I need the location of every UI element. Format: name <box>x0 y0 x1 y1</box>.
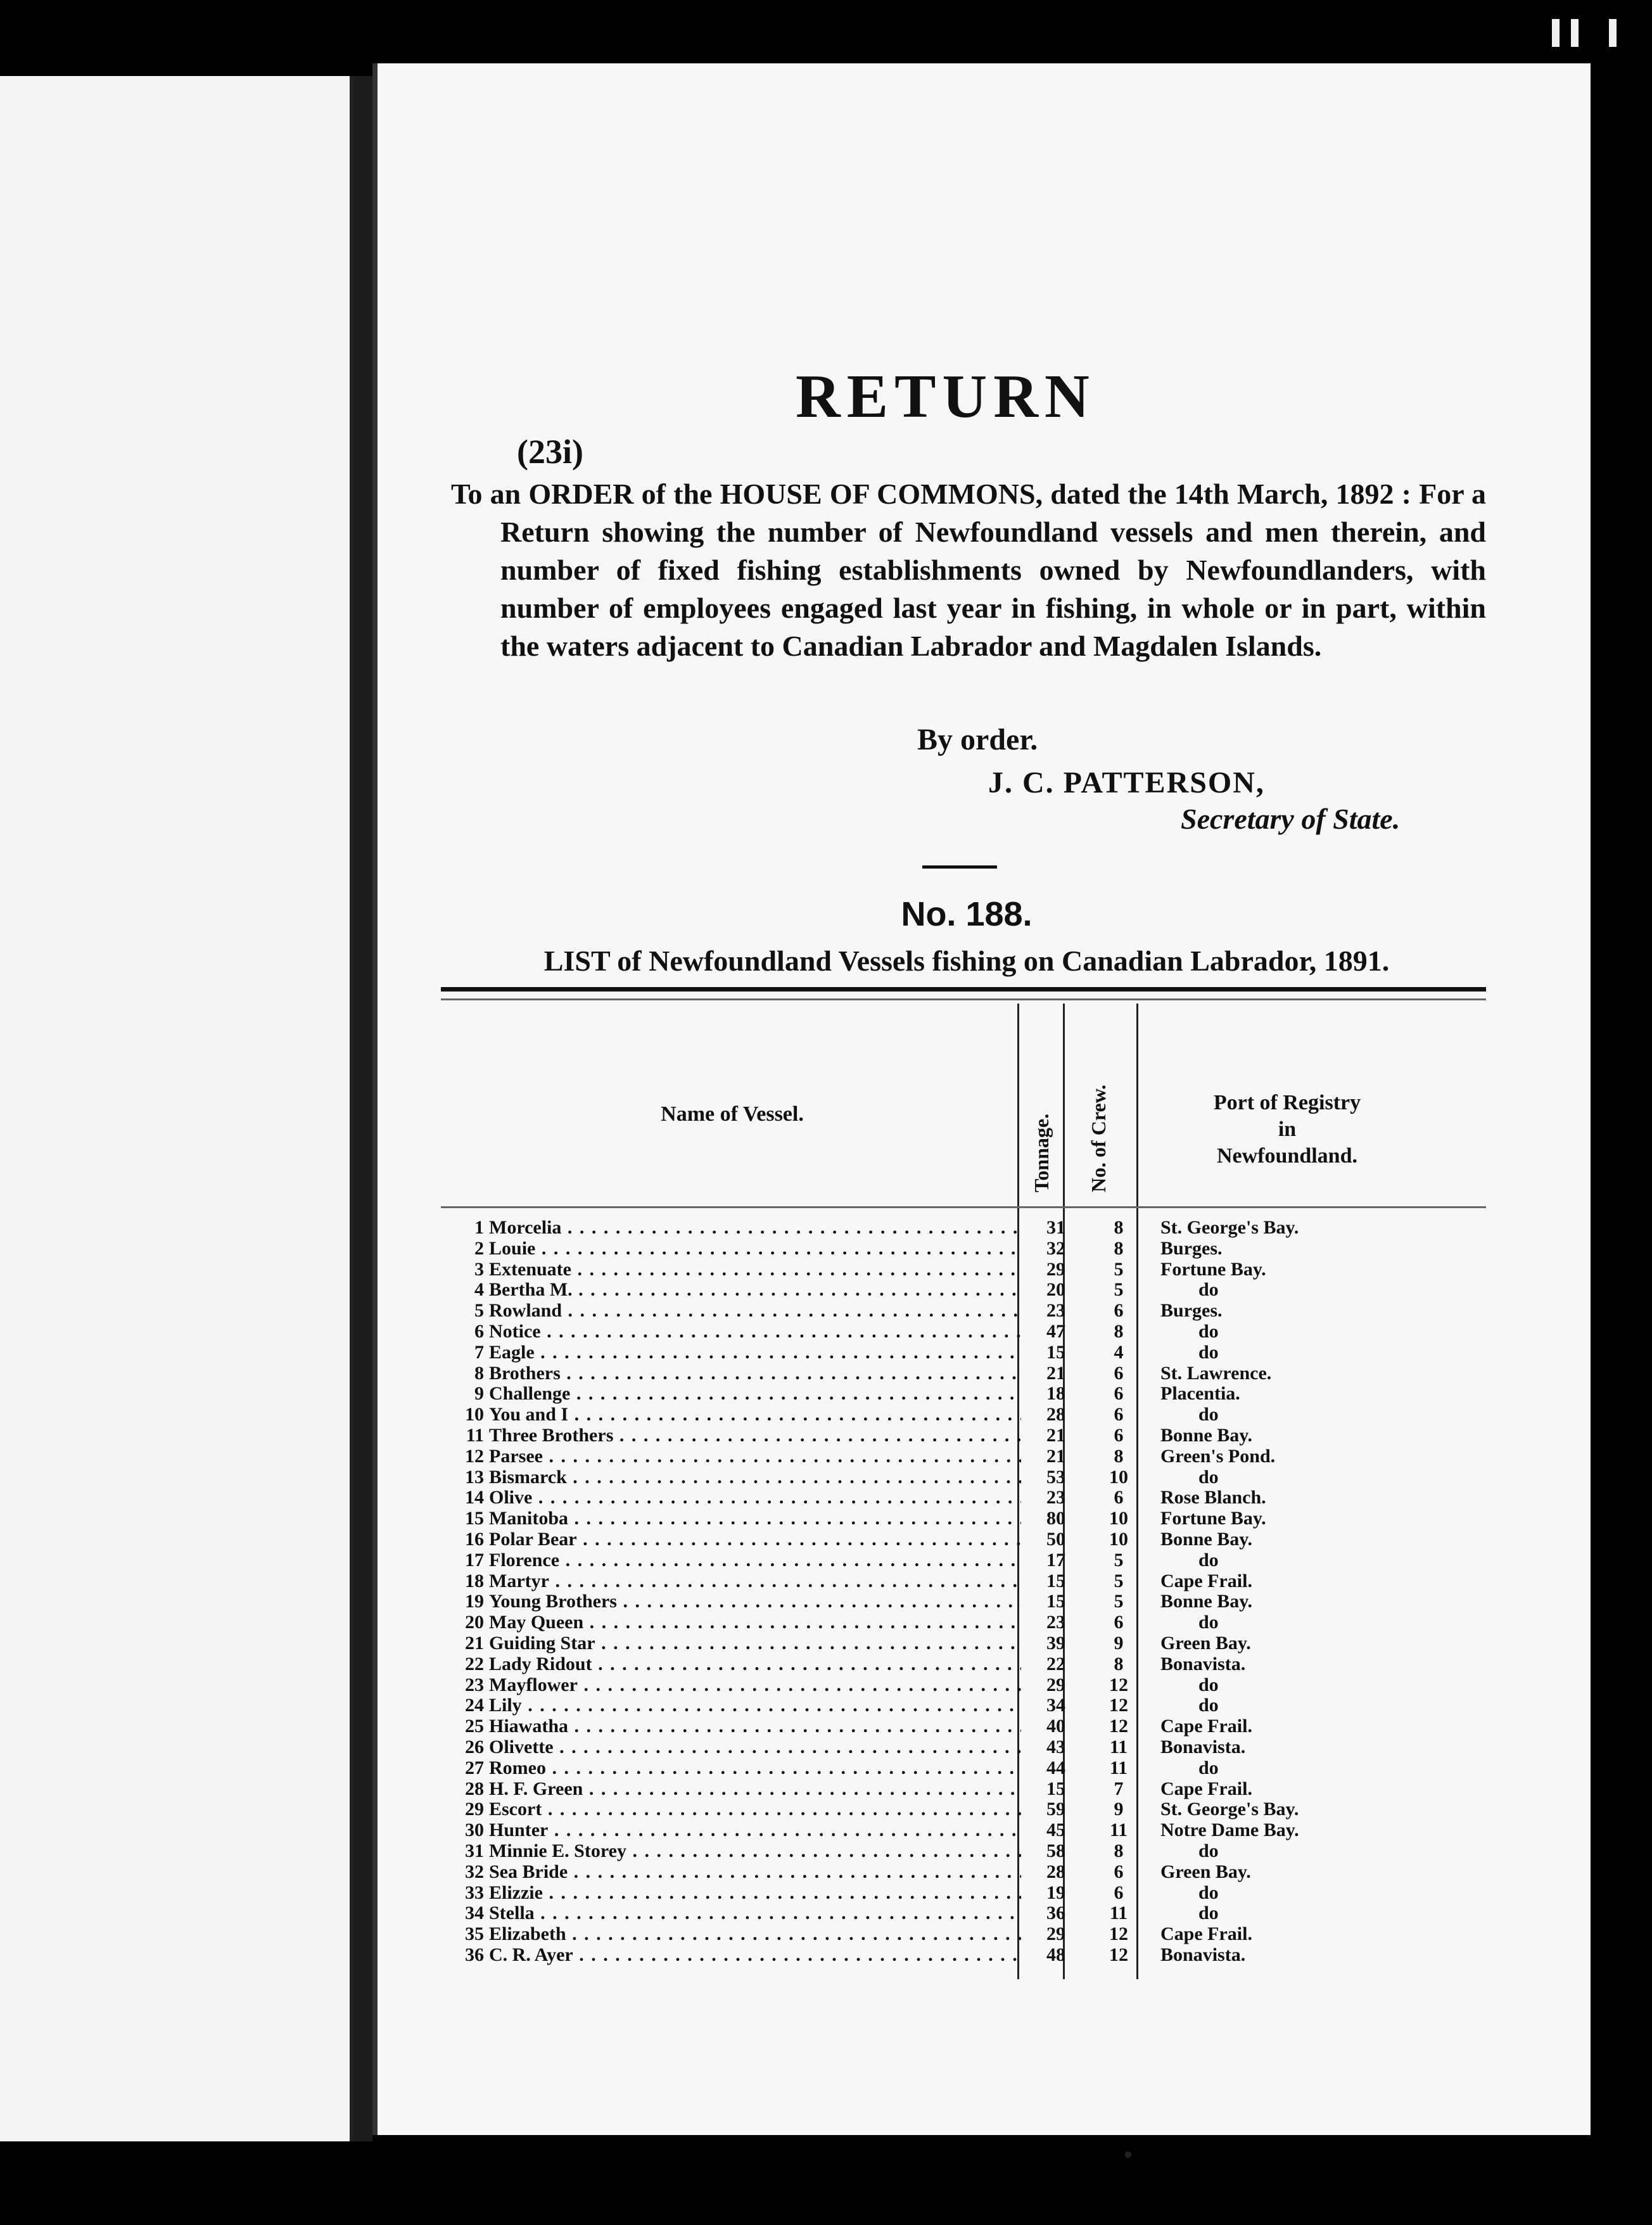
header-port-line2: in <box>1278 1118 1297 1141</box>
vessel-tonnage: 20 <box>1046 1279 1065 1301</box>
table-row <box>447 1591 1486 1612</box>
vessel-crew: 5 <box>1114 1549 1124 1571</box>
vessel-number: 16 <box>465 1528 484 1550</box>
vessel-port: Bonavista. <box>1160 1653 1246 1674</box>
table-row <box>447 1550 1486 1571</box>
table-row <box>447 1425 1486 1446</box>
vessel-name: Elizzie . . . <box>489 1883 1021 1904</box>
table-row <box>447 1488 1486 1508</box>
vessel-tonnage: 21 <box>1046 1362 1065 1384</box>
vessel-tonnage: 28 <box>1046 1861 1065 1882</box>
vessel-crew: 4 <box>1114 1341 1124 1363</box>
vessel-port: Cape Frail. <box>1160 1778 1252 1799</box>
vessel-number: 32 <box>465 1861 484 1882</box>
vessel-tonnage: 45 <box>1046 1820 1065 1841</box>
vessel-port: Fortune Bay. <box>1160 1258 1266 1280</box>
vessel-tonnage: 53 <box>1046 1466 1065 1488</box>
vessel-crew: 6 <box>1114 1362 1124 1384</box>
vessel-number: 23 <box>465 1674 484 1695</box>
vessel-port: do <box>1198 1695 1219 1716</box>
vessel-crew: 10 <box>1109 1466 1128 1488</box>
vessel-port: Burges. <box>1160 1237 1223 1259</box>
vessel-crew: 6 <box>1114 1383 1124 1405</box>
vessel-name: Polar Bear . . . <box>489 1529 1021 1550</box>
vessel-crew: 11 <box>1109 1736 1128 1757</box>
vessel-number: 17 <box>465 1549 484 1571</box>
vessel-port: Bonavista. <box>1160 1736 1246 1757</box>
vessel-tonnage: 21 <box>1046 1445 1065 1467</box>
vessel-name: C. R. Ayer . . . <box>489 1945 1021 1966</box>
table-row <box>447 1508 1486 1529</box>
table-row <box>447 1259 1486 1280</box>
vessel-port: do <box>1198 1757 1219 1778</box>
vessel-crew: 6 <box>1114 1861 1124 1882</box>
vessel-number: 26 <box>465 1736 484 1757</box>
vessel-crew: 6 <box>1114 1612 1124 1633</box>
section-divider <box>922 865 997 869</box>
vessel-number: 7 <box>474 1341 484 1363</box>
vessel-crew: 12 <box>1109 1695 1128 1716</box>
vessel-crew: 9 <box>1114 1632 1124 1654</box>
document-title: RETURN <box>796 362 1096 431</box>
vessel-number: 2 <box>474 1237 484 1259</box>
table-row <box>447 1737 1486 1758</box>
vessel-crew: 5 <box>1114 1279 1124 1301</box>
vessel-crew: 8 <box>1114 1445 1124 1467</box>
vessel-port: Cape Frail. <box>1160 1923 1252 1945</box>
vessel-port: Green Bay. <box>1160 1632 1251 1654</box>
vessel-name: Martyr . . . <box>489 1571 1021 1592</box>
vessel-crew: 11 <box>1109 1757 1128 1778</box>
table-row <box>447 1841 1486 1862</box>
vessel-tonnage: 58 <box>1046 1840 1065 1861</box>
vessel-number: 27 <box>465 1757 484 1778</box>
vessel-number: 31 <box>465 1840 484 1861</box>
vessel-name: May Queen . . . <box>489 1612 1021 1633</box>
vessel-tonnage: 23 <box>1046 1487 1065 1508</box>
table-row <box>447 1924 1486 1945</box>
vessel-tonnage: 50 <box>1046 1528 1065 1550</box>
vessel-crew: 10 <box>1109 1508 1128 1529</box>
vessel-port: Rose Blanch. <box>1160 1487 1266 1508</box>
vessel-crew: 5 <box>1114 1258 1124 1280</box>
vessel-tonnage: 31 <box>1046 1217 1065 1238</box>
table-row <box>447 1529 1486 1550</box>
vessel-tonnage: 29 <box>1046 1258 1065 1280</box>
vessel-port: do <box>1198 1840 1219 1861</box>
vessel-tonnage: 19 <box>1046 1882 1065 1903</box>
vessel-name: Elizabeth . . . <box>489 1924 1021 1945</box>
table-row <box>447 1571 1486 1592</box>
vessel-crew: 6 <box>1114 1882 1124 1903</box>
vessel-crew: 11 <box>1109 1820 1128 1841</box>
vessel-port: Cape Frail. <box>1160 1570 1252 1591</box>
vessel-number: 33 <box>465 1882 484 1903</box>
vessel-name: Three Brothers . . . <box>489 1425 1021 1446</box>
vessel-port: do <box>1198 1279 1219 1301</box>
table-row <box>447 1883 1486 1904</box>
vessel-name: Parsee . . . <box>489 1446 1021 1467</box>
scan-edge-mark <box>1571 19 1579 47</box>
header-port-line1: Port of Registry <box>1213 1091 1361 1114</box>
vessel-tonnage: 29 <box>1046 1923 1065 1945</box>
table-row <box>447 1633 1486 1654</box>
vessel-port: St. George's Bay. <box>1160 1217 1299 1238</box>
table-row <box>447 1446 1486 1467</box>
vessel-port: Placentia. <box>1160 1383 1240 1405</box>
vessel-number: 3 <box>474 1258 484 1280</box>
document-page <box>372 63 1591 2135</box>
table-row <box>447 1675 1486 1696</box>
vessel-tonnage: 15 <box>1046 1778 1065 1799</box>
vessel-name: Extenuate . . . <box>489 1259 1021 1280</box>
table-row <box>447 1820 1486 1841</box>
vessel-tonnage: 15 <box>1046 1570 1065 1591</box>
vessel-tonnage: 39 <box>1046 1632 1065 1654</box>
table-row <box>447 1322 1486 1342</box>
vessel-number: 5 <box>474 1300 484 1322</box>
vessel-port: St. George's Bay. <box>1160 1799 1299 1820</box>
vessel-number: 30 <box>465 1820 484 1841</box>
vessel-crew: 8 <box>1114 1653 1124 1674</box>
vessel-crew: 12 <box>1109 1716 1128 1737</box>
scan-edge-mark <box>1609 19 1617 47</box>
header-crew: No. of Crew. <box>1087 1084 1110 1192</box>
vessel-number: 8 <box>474 1362 484 1384</box>
vessel-tonnage: 44 <box>1046 1757 1065 1778</box>
vessel-port: Notre Dame Bay. <box>1160 1820 1299 1841</box>
vessel-number: 34 <box>465 1903 484 1924</box>
vessel-crew: 8 <box>1114 1840 1124 1861</box>
vessel-port: St. Lawrence. <box>1160 1362 1272 1384</box>
vessel-name: Lily . . . <box>489 1695 1021 1716</box>
vessel-name: Young Brothers . . . <box>489 1591 1021 1612</box>
vessel-table-body <box>447 1218 1486 1966</box>
vessel-number: 11 <box>466 1424 484 1446</box>
vessel-name: Olive . . . <box>489 1488 1021 1508</box>
vessel-port: Green Bay. <box>1160 1861 1251 1882</box>
table-row <box>447 1384 1486 1405</box>
vessel-tonnage: 17 <box>1046 1549 1065 1571</box>
header-bottom-rule <box>441 1206 1486 1208</box>
vessel-name: Hiawatha . . . <box>489 1716 1021 1737</box>
header-port-line3: Newfoundland. <box>1216 1144 1357 1168</box>
vessel-name: Rowland . . . <box>489 1301 1021 1322</box>
vessel-crew: 9 <box>1114 1799 1124 1820</box>
vessel-port: do <box>1198 1549 1219 1571</box>
vessel-name: Bismarck . . . <box>489 1467 1021 1488</box>
vessel-name: Sea Bride . . . <box>489 1862 1021 1883</box>
vessel-name: Bertha M. . . . <box>489 1280 1021 1301</box>
header-tonnage: Tonnage. <box>1030 1113 1053 1192</box>
vessel-number: 20 <box>465 1612 484 1633</box>
vessel-name: Brothers . . . <box>489 1363 1021 1384</box>
vessel-tonnage: 28 <box>1046 1404 1065 1425</box>
vessel-tonnage: 48 <box>1046 1944 1065 1965</box>
vessel-port: Bonavista. <box>1160 1944 1246 1965</box>
vessel-number: 4 <box>474 1279 484 1301</box>
vessel-name: Louie . . . <box>489 1239 1021 1259</box>
vessel-name: Escort . . . <box>489 1799 1021 1820</box>
vessel-number: 24 <box>465 1695 484 1716</box>
table-row <box>447 1903 1486 1924</box>
table-row <box>447 1945 1486 1966</box>
vessel-tonnage: 23 <box>1046 1300 1065 1322</box>
vessel-number: 9 <box>474 1383 484 1405</box>
signer-name: J. C. PATTERSON, <box>988 766 1265 800</box>
vessel-crew: 8 <box>1114 1217 1124 1238</box>
sessional-number: (23i) <box>517 433 583 471</box>
table-row <box>447 1862 1486 1883</box>
table-row <box>447 1779 1486 1800</box>
vessel-tonnage: 36 <box>1046 1903 1065 1924</box>
vessel-name: Hunter . . . <box>489 1820 1021 1841</box>
vessel-name: Morcelia . . . <box>489 1218 1021 1239</box>
vessel-name: Romeo . . . <box>489 1758 1021 1779</box>
vessel-tonnage: 40 <box>1046 1716 1065 1737</box>
vessel-port: do <box>1198 1612 1219 1633</box>
vessel-number: 29 <box>465 1799 484 1820</box>
vessel-tonnage: 43 <box>1046 1736 1065 1757</box>
vessel-port: Bonne Bay. <box>1160 1591 1253 1612</box>
vessel-crew: 12 <box>1109 1944 1128 1965</box>
vessel-crew: 5 <box>1114 1591 1124 1612</box>
header-vessel-name: Name of Vessel. <box>661 1102 804 1126</box>
vessel-crew: 6 <box>1114 1487 1124 1508</box>
vessel-number: 13 <box>465 1466 484 1488</box>
vessel-crew: 7 <box>1114 1778 1124 1799</box>
order-text: To an ORDER of the HOUSE OF COMMONS, dated the 14th March, 1892 : For a Return showing the number of Newfoundland vessels and men therein, and number of fixed fishing establishments owned by Newfoundlanders, with number of employees engaged last year in fishing, in whole or in part, within the waters adjacent to Canadian Labrador and Magdalen Islands. <box>451 478 1486 662</box>
vessel-name: Guiding Star . . . <box>489 1633 1021 1654</box>
vessel-port: do <box>1198 1882 1219 1903</box>
vessel-name: H. F. Green . . . <box>489 1779 1021 1800</box>
vessel-number: 12 <box>465 1445 484 1467</box>
vessel-port: Green's Pond. <box>1160 1445 1276 1467</box>
order-paragraph <box>451 475 1486 665</box>
vessel-name: Notice . . . <box>489 1322 1021 1342</box>
vessel-crew: 5 <box>1114 1570 1124 1591</box>
table-top-rule <box>441 987 1486 991</box>
vessel-tonnage: 15 <box>1046 1341 1065 1363</box>
vessel-crew: 12 <box>1109 1674 1128 1695</box>
vessel-number: 25 <box>465 1716 484 1737</box>
vessel-number: 22 <box>465 1653 484 1674</box>
table-row <box>447 1405 1486 1425</box>
vessel-name: Lady Ridout . . . <box>489 1654 1021 1675</box>
vessel-tonnage: 47 <box>1046 1320 1065 1342</box>
vessel-crew: 6 <box>1114 1424 1124 1446</box>
vessel-tonnage: 29 <box>1046 1674 1065 1695</box>
header-port <box>1141 1090 1433 1170</box>
table-row <box>447 1799 1486 1820</box>
vessel-number: 19 <box>465 1591 484 1612</box>
table-row <box>447 1342 1486 1363</box>
table-top-rule-thin <box>441 998 1486 1000</box>
page-gutter <box>353 76 372 2141</box>
vessel-port: do <box>1198 1674 1219 1695</box>
vessel-tonnage: 18 <box>1046 1383 1065 1405</box>
vessel-number: 14 <box>465 1487 484 1508</box>
table-row <box>447 1218 1486 1239</box>
table-row <box>447 1467 1486 1488</box>
table-row <box>447 1239 1486 1259</box>
vessel-name: Stella . . . <box>489 1903 1021 1924</box>
vessel-port: Fortune Bay. <box>1160 1508 1266 1529</box>
vessel-tonnage: 34 <box>1046 1695 1065 1716</box>
vessel-port: do <box>1198 1466 1219 1488</box>
vessel-number: 15 <box>465 1508 484 1529</box>
table-row <box>447 1280 1486 1301</box>
vessel-crew: 8 <box>1114 1237 1124 1259</box>
vessel-number: 28 <box>465 1778 484 1799</box>
by-order-line: By order. <box>917 723 1038 756</box>
vessel-tonnage: 80 <box>1046 1508 1065 1529</box>
vessel-name: Challenge . . . <box>489 1384 1021 1405</box>
vessel-crew: 12 <box>1109 1923 1128 1945</box>
document-number: No. 188. <box>901 895 1032 933</box>
vessel-name: You and I . . . <box>489 1405 1021 1425</box>
vessel-number: 35 <box>465 1923 484 1945</box>
vessel-port: Bonne Bay. <box>1160 1528 1253 1550</box>
table-row <box>447 1716 1486 1737</box>
vessel-tonnage: 21 <box>1046 1424 1065 1446</box>
table-row <box>447 1612 1486 1633</box>
page-dot <box>1125 2152 1131 2158</box>
vessel-port: Bonne Bay. <box>1160 1424 1253 1446</box>
vessel-name: Minnie E. Storey . . . <box>489 1841 1021 1862</box>
vessel-name: Eagle . . . <box>489 1342 1021 1363</box>
vessel-name: Mayflower . . . <box>489 1675 1021 1696</box>
vessel-port: Cape Frail. <box>1160 1716 1252 1737</box>
table-row <box>447 1654 1486 1675</box>
table-row <box>447 1695 1486 1716</box>
vessel-name: Florence . . . <box>489 1550 1021 1571</box>
vessel-tonnage: 15 <box>1046 1591 1065 1612</box>
table-row <box>447 1301 1486 1322</box>
vessel-tonnage: 23 <box>1046 1612 1065 1633</box>
vessel-number: 1 <box>474 1217 484 1238</box>
vessel-number: 18 <box>465 1570 484 1591</box>
vessel-crew: 8 <box>1114 1320 1124 1342</box>
vessel-number: 10 <box>465 1404 484 1425</box>
vessel-port: do <box>1198 1320 1219 1342</box>
scan-edge-mark <box>1552 19 1560 47</box>
vessel-tonnage: 22 <box>1046 1653 1065 1674</box>
vessel-crew: 10 <box>1109 1528 1128 1550</box>
table-row <box>447 1363 1486 1384</box>
vessel-number: 21 <box>465 1632 484 1654</box>
vessel-crew: 11 <box>1109 1903 1128 1924</box>
left-blank-page <box>0 76 353 2141</box>
vessel-port: do <box>1198 1903 1219 1924</box>
vessel-tonnage: 32 <box>1046 1237 1065 1259</box>
vessel-number: 36 <box>465 1944 484 1965</box>
list-title: LIST of Newfoundland Vessels fishing on Canadian Labrador, 1891. <box>543 945 1390 977</box>
vessel-port: Burges. <box>1160 1300 1223 1322</box>
vessel-crew: 6 <box>1114 1300 1124 1322</box>
vessel-port: do <box>1198 1404 1219 1425</box>
signer-title: Secretary of State. <box>1181 803 1401 835</box>
vessel-name: Manitoba . . . <box>489 1508 1021 1529</box>
vessel-name: Olivette . . . <box>489 1737 1021 1758</box>
vessel-tonnage: 59 <box>1046 1799 1065 1820</box>
table-row <box>447 1758 1486 1779</box>
vessel-crew: 6 <box>1114 1404 1124 1425</box>
vessel-port: do <box>1198 1341 1219 1363</box>
vessel-number: 6 <box>474 1320 484 1342</box>
